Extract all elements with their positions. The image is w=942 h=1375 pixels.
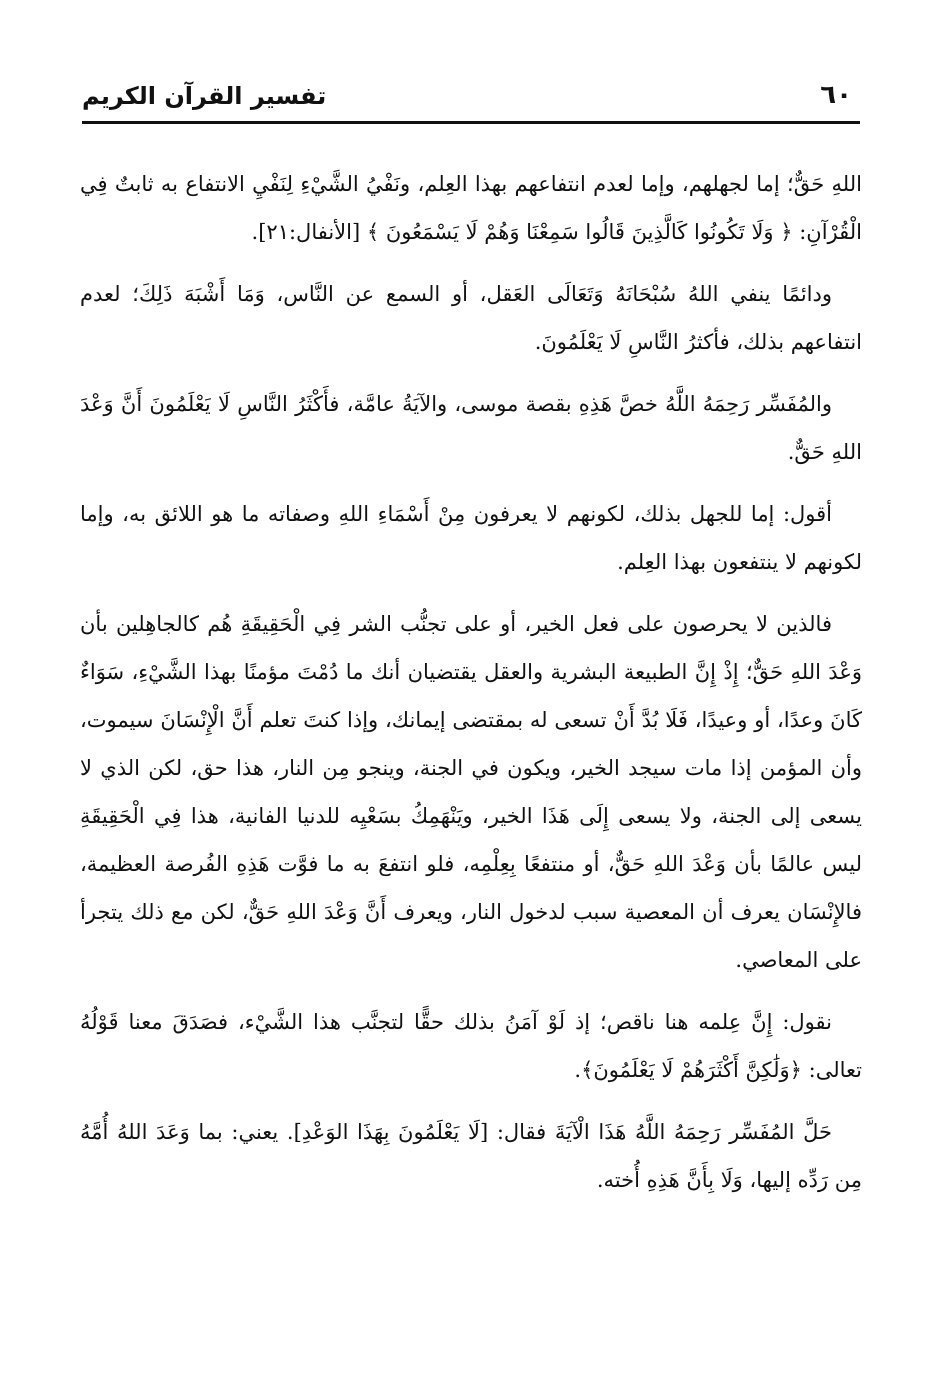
page-header <box>82 74 860 120</box>
book-title: تفسير القرآن الكريم <box>82 82 327 110</box>
header-divider <box>82 121 860 124</box>
paragraph-4: أقول: إما للجهل بذلك، لكونهم لا يعرفون مِنْ أَسْمَاءِ اللهِ وصفاته ما هو اللائق به، وإما لكونهم لا ينتفعون بهذا العِلم. <box>80 502 862 574</box>
paragraph-5: فالذين لا يحرصون على فعل الخير، أو على تجنُّب الشر فِي الْحَقِيقَةِ هُم كالجاهِلين بأن وَعْدَ اللهِ حَقٌّ؛ إِذْ إِنَّ الطبيعة البشرية والعقل يقتضيان أنك ما دُمْتَ مؤمنًا بهذا الشَّيْءِ، سَوَاءٌ كَانَ وعدًا، أو وعيدًا، فَلَا بُدَّ أَنْ تسعى له بمقتضى إيمانك، وإذا كنتَ تعلم أَنَّ الْإِنْسَانَ سيموت، وأن المؤمن إذا مات سيجد الخير، ويكون في الجنة، وينجو مِن النار، هذا حق، لكن الذي لا يسعى إلى الجنة، ولا يسعى إِلَى هَذَا الخير، ويَنْهَمِكُ بسَعْيِه للدنيا الفانية، هذا فِي الْحَقِيقَةِ ليس عالمًا بأن وَعْدَ اللهِ حَقٌّ، أو منتفعًا بِعِلْمِه، فلو انتفعَ به ما فوَّت هَذِهِ الفُرصة العظيمة، فالإِنْسَان يعرف أن المعصية سبب لدخول النار، ويعرف أَنَّ وَعْدَ اللهِ حَقٌّ، لكن مع ذلك يتجرأ على المعاصي. <box>80 612 862 972</box>
paragraph-3: والمُفَسِّر رَحِمَهُ اللَّهُ خصَّ هَذِهِ بقصة موسى، والآيَةُ عامَّة، فأَكْثَرُ النَّاسِ لَا يَعْلَمُونَ أَنَّ وَعْدَ اللهِ حَقٌّ. <box>80 392 862 464</box>
page-number: ٦٠ <box>820 80 852 110</box>
paragraph-1: اللهِ حَقٌّ؛ إما لجهلهم، وإما لعدم انتفاعهم بهذا العِلم، ونَفْيُ الشَّيْءِ لِنَفْيِ الانتفاع به ثابتٌ فِي الْقُرْآنِ: ﴿ وَلَا تَكُونُوا كَالَّذِينَ قَالُوا سَمِعْنَا وَهُمْ لَا يَسْمَعُونَ ﴾ [الأنفال:٢١]. <box>80 172 862 244</box>
paragraph-2: ودائمًا ينفي اللهُ سُبْحَانَهُ وَتَعَالَى العَقل، أو السمع عن النَّاس، وَمَا أَشْبَهَ ذَلِكَ؛ لعدم انتفاعهم بذلك، فأكثرُ النَّاسِ لَا يَعْلَمُونَ. <box>80 282 862 354</box>
page-body <box>80 160 862 1218</box>
paragraph-7: حَلَّ المُفَسِّر رَحِمَهُ اللَّهُ هَذَا الْآيَةَ فقال: [لَا يَعْلَمُونَ بِهَذَا الوَعْدِ]. يعني: بما وَعَدَ اللهُ أُمَّهُ مِن رَدِّه إليها، وَلَا بِأَنَّ هَذِهِ أُخته. <box>80 1120 862 1192</box>
paragraph-6: نقول: إِنَّ عِلمه هنا ناقص؛ إذ لَوْ آمَنُ بذلك حقًّا لتجنَّب هذا الشَّيْء، فصَدَقَ معنا قَوْلُهُ تعالى: ﴿وَلَٰكِنَّ أَكْثَرَهُمْ لَا يَعْلَمُونَ﴾. <box>80 1010 862 1082</box>
